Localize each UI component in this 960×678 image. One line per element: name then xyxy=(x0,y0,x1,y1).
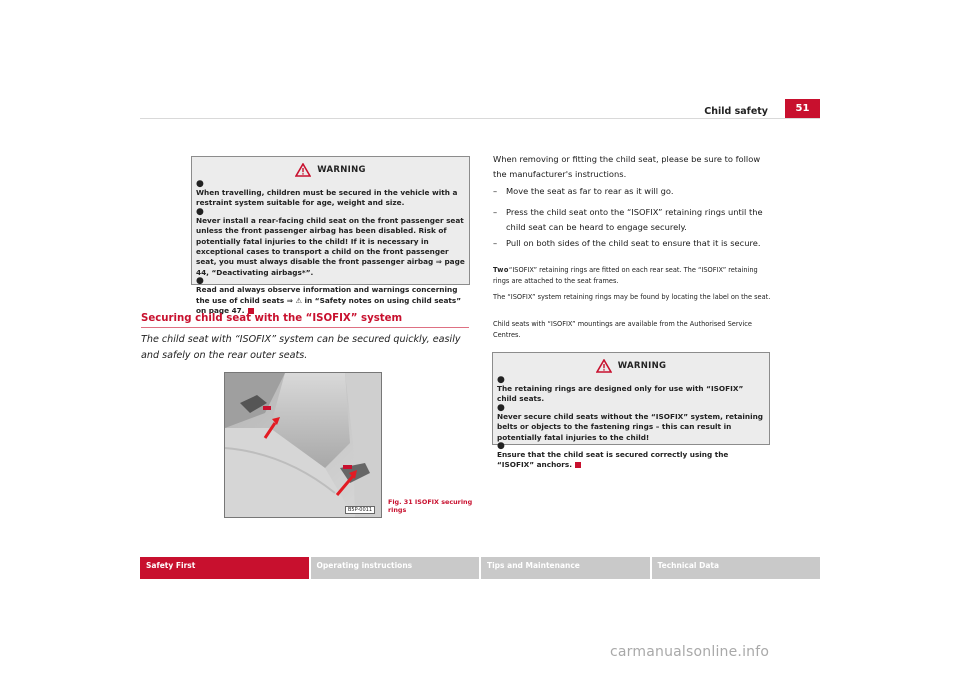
warning-box-right xyxy=(492,352,770,470)
bullet-icon: ● xyxy=(497,402,505,413)
warning-label: WARNING xyxy=(617,361,667,371)
tab-operating-instructions[interactable]: Operating instructions xyxy=(311,557,482,579)
figure-caption: Fig. 31 ISOFIX securing rings xyxy=(388,498,473,514)
warning-item: ● When travelling, children must be secured in the vehicle with a restraint system suitable for age, weight and size. xyxy=(196,181,465,209)
dash-marker: – xyxy=(493,238,498,248)
page-header-title: Child safety xyxy=(704,106,768,117)
footer-nav xyxy=(140,557,820,579)
instruction-step: – Move the seat as far to rear as it will go. xyxy=(493,184,773,199)
warning-header xyxy=(196,161,465,179)
warning-item: ● Never install a rear-facing child seat on the front passenger seat unless the front passenger airbag has been disabled. Risk of potentially fatal injuries to the child! If it is necessary in exceptional cases to transport a child on the front passenger seat, you must always disable the front passenger airbag ⇒ page 44, “Deactivating airbags*”. xyxy=(196,206,465,277)
watermark: carmanualsonline.info xyxy=(610,644,770,660)
section-rule xyxy=(141,327,469,328)
instruction-step: – Press the child seat onto the “ISOFIX” retaining rings until the child seat can be heard to engage securely. xyxy=(493,207,763,232)
isofix-figure xyxy=(224,372,382,518)
section-subtitle: The child seat with “ISOFIX” system can be secured quickly, easily and safely on the rear outer seats. xyxy=(141,334,461,361)
note-paragraph: Child seats with “ISOFIX” mountings are available from the Authorised Service Centres. xyxy=(493,320,752,339)
section-title: Securing child seat with the “ISOFIX” system xyxy=(141,313,403,324)
bullet-icon: ● xyxy=(196,276,204,287)
warning-box-left xyxy=(191,156,470,316)
warning-header xyxy=(497,357,765,375)
warning-triangle-icon xyxy=(295,163,311,177)
end-mark-icon xyxy=(575,462,581,468)
warning-item: ● Ensure that the child seat is secured correctly using the “ISOFIX” anchors. xyxy=(497,443,765,471)
figure-code: B5P-0011 xyxy=(345,506,375,514)
tab-technical-data[interactable]: Technical Data xyxy=(652,557,821,579)
note-paragraph: The “ISOFIX” system retaining rings may be found by locating the label on the seat. xyxy=(493,293,771,301)
bullet-icon: ● xyxy=(196,179,204,189)
instruction-step: – Pull on both sides of the child seat to ensure that it is secure. xyxy=(493,236,773,251)
warning-item: ● The retaining rings are designed only for use with “ISOFIX” child seats. xyxy=(497,377,765,405)
rear-seat-illustration xyxy=(225,373,382,518)
tab-tips-and-maintenance[interactable]: Tips and Maintenance xyxy=(481,557,652,579)
intro-paragraph: When removing or fitting the child seat, please be sure to follow the manufacturer's instructions. xyxy=(493,154,761,179)
tab-safety-first[interactable]: Safety First xyxy=(140,557,311,579)
page-number: 51 xyxy=(785,99,820,118)
warning-triangle-icon xyxy=(596,359,612,373)
header-rule xyxy=(140,118,820,119)
note-paragraph: Two“ISOFIX” retaining rings are fitted on each rear seat. The “ISOFIX” retaining rings are attached to the seat frames. xyxy=(493,266,758,285)
warning-item: ● Read and always observe information and warnings concerning the use of child seats ⇒ ⚠ in “Safety notes on using child seats” on page 47. xyxy=(196,278,465,316)
dash-marker: – xyxy=(493,186,498,196)
warning-label: WARNING xyxy=(317,165,366,175)
bullet-icon: ● xyxy=(196,206,204,217)
bullet-icon: ● xyxy=(497,375,505,385)
dash-marker: – xyxy=(493,207,498,217)
warning-item: ● Never secure child seats without the “ISOFIX” system, retaining belts or objects to the fastening rings – this can result in potentially fatal injuries to the child! xyxy=(497,402,764,442)
bullet-icon: ● xyxy=(497,441,505,452)
